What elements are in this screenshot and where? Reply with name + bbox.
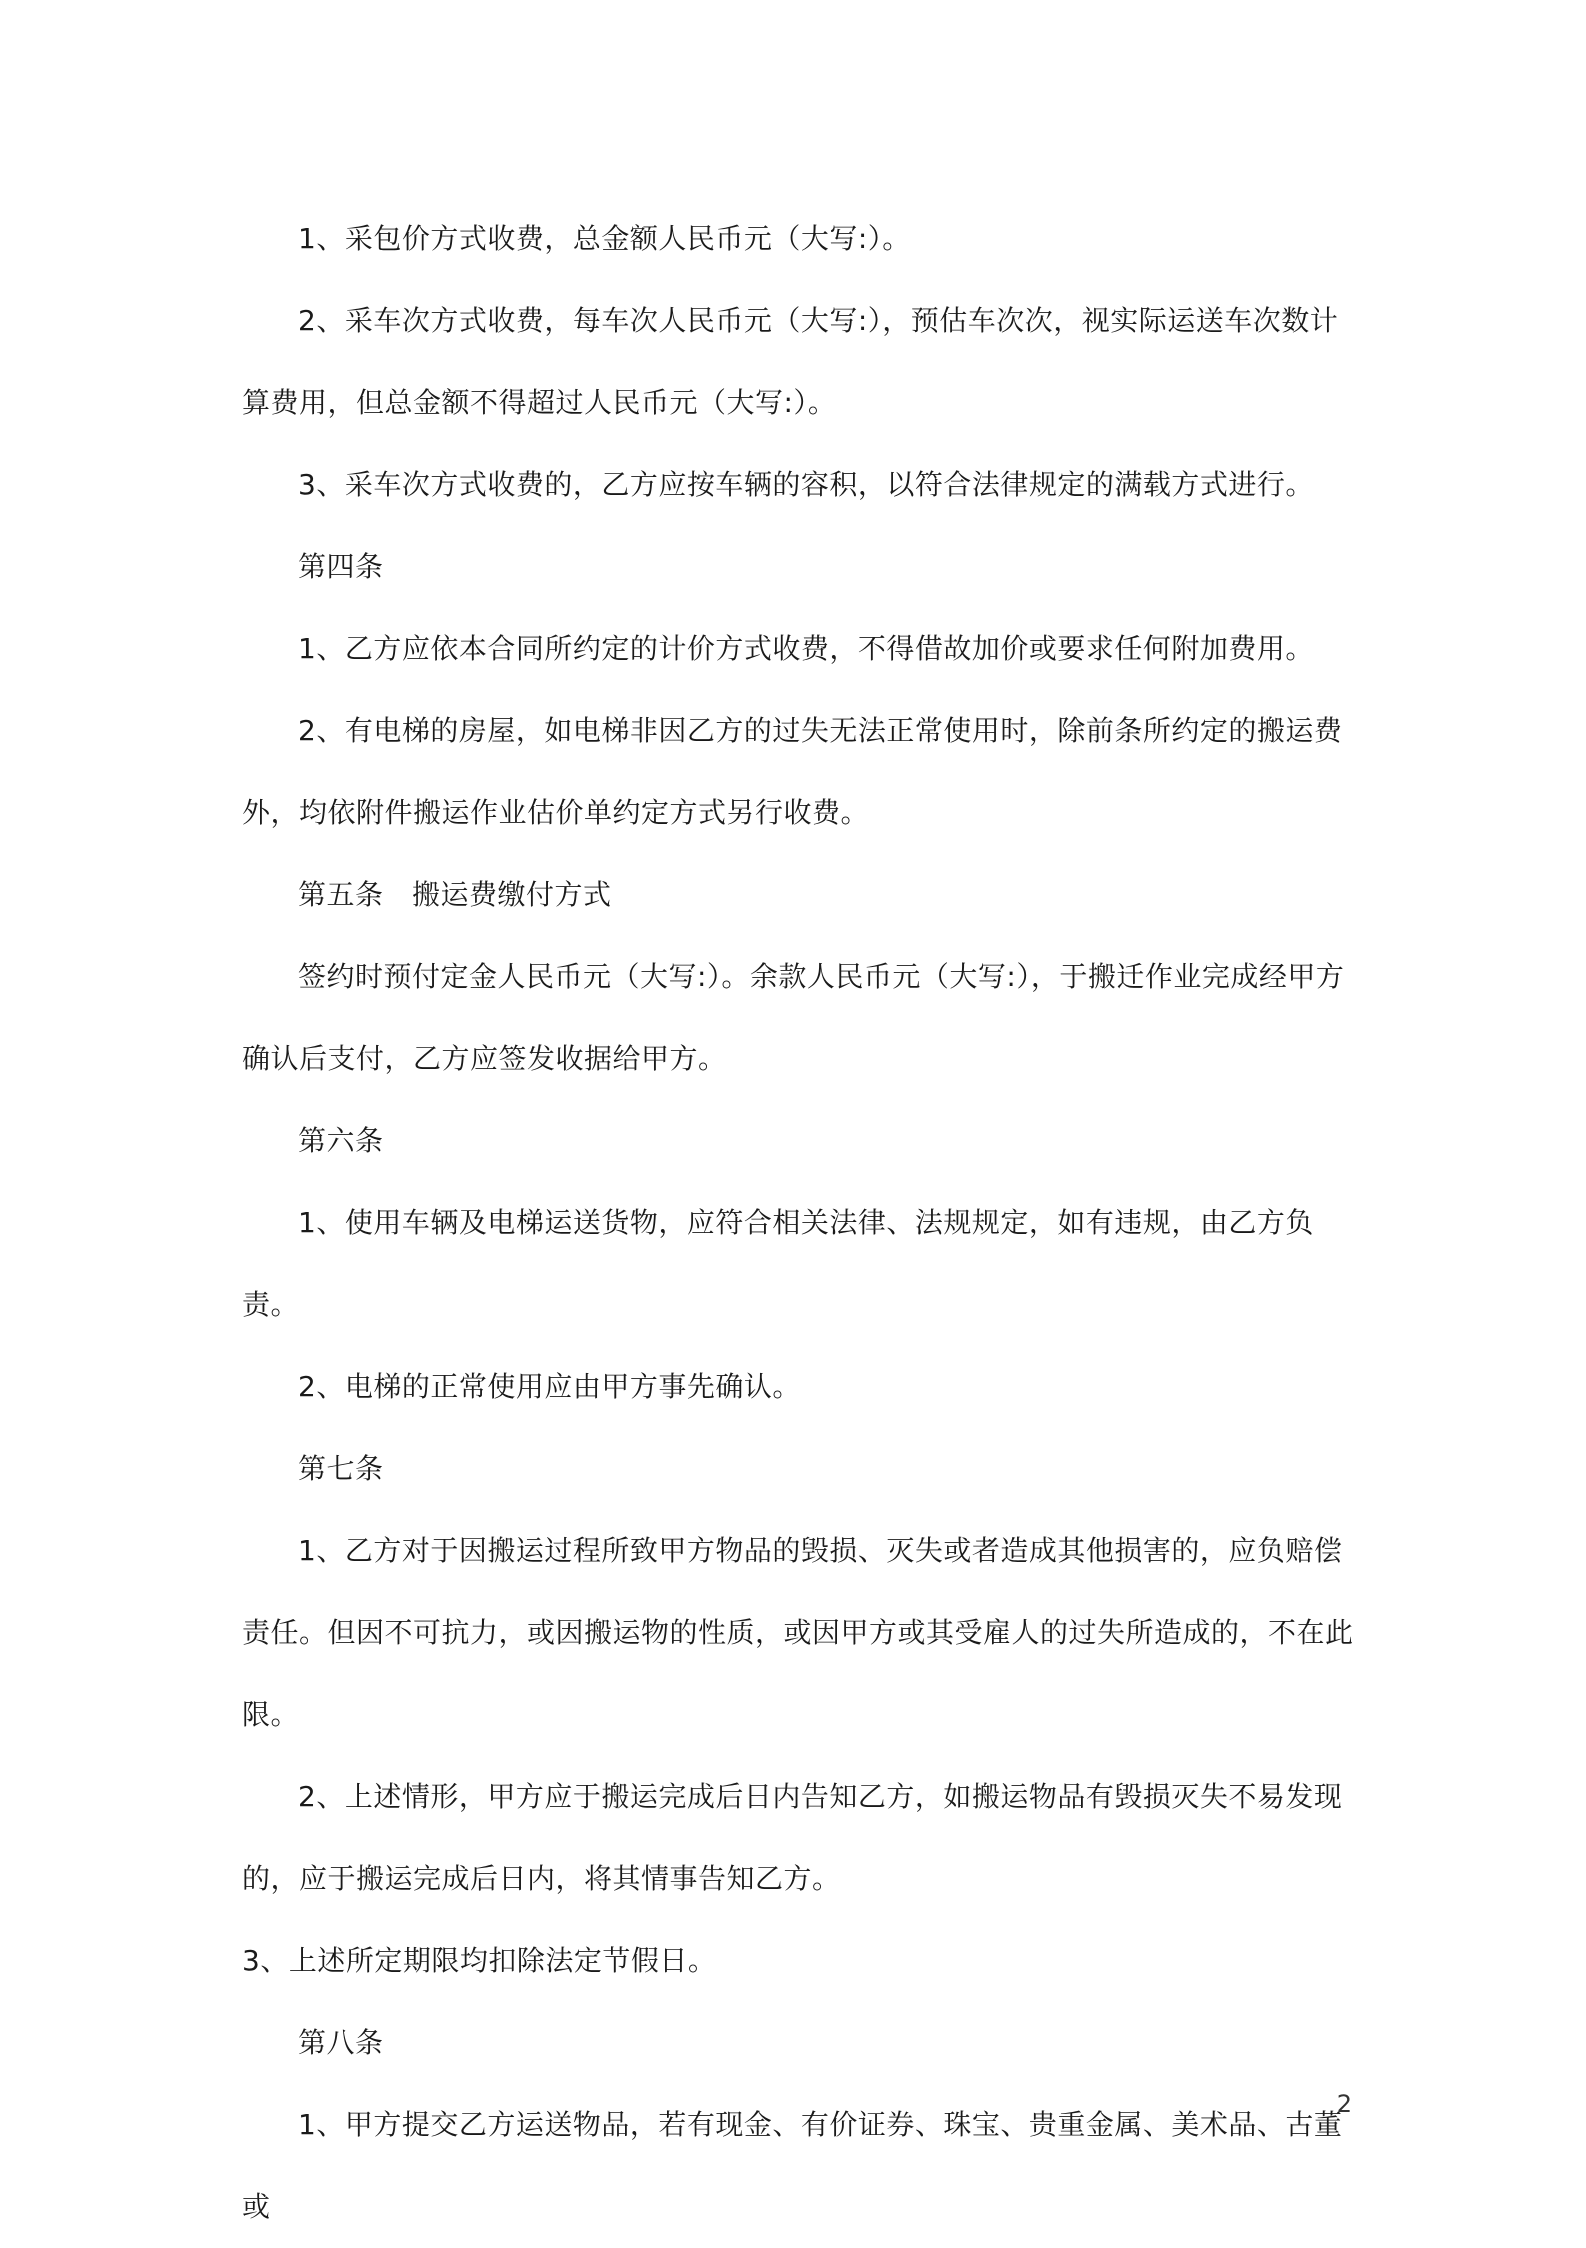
paragraph-6: 签约时预付定金人民币元（大写:）。余款人民币元（大写:），于搬迁作业完成经甲方确认后支付，乙方应签发收据给甲方。 — [242, 960, 1345, 1075]
paragraph-3: 3、采车次方式收费的，乙方应按车辆的容积，以符合法律规定的满载方式进行。 — [298, 468, 1314, 501]
article-5-heading: 第五条 搬运费缴付方式 — [298, 878, 612, 911]
article-7-heading: 第七条 — [298, 1452, 384, 1485]
paragraph-5: 2、有电梯的房屋，如电梯非因乙方的过失无法正常使用时，除前条所约定的搬运费外，均依附件搬运作业估价单约定方式另行收费。 — [242, 714, 1343, 829]
article-4-heading: 第四条 — [298, 550, 384, 583]
article-8-heading: 第八条 — [298, 2026, 384, 2059]
paragraph-7: 1、使用车辆及电梯运送货物，应符合相关法律、法规规定，如有违规，由乙方负责。 — [242, 1206, 1314, 1321]
paragraph-11: 3、上述所定期限均扣除法定节假日。 — [242, 1944, 717, 1977]
paragraph-9: 1、乙方对于因搬运过程所致甲方物品的毁损、灭失或者造成其他损害的，应负赔偿责任。但因不可抗力，或因搬运物的性质，或因甲方或其受雇人的过失所造成的，不在此限。 — [242, 1534, 1354, 1731]
article-6-heading: 第六条 — [298, 1124, 384, 1157]
paragraph-12: 1、甲方提交乙方运送物品，若有现金、有价证券、珠宝、贵重金属、美术品、古董或 — [242, 2108, 1343, 2223]
paragraph-2: 2、采车次方式收费，每车次人民币元（大写:），预估车次次，视实际运送车次数计算费用，但总金额不得超过人民币元（大写:）。 — [242, 304, 1339, 419]
paragraph-1: 1、采包价方式收费，总金额人民币元（大写:）。 — [298, 222, 911, 255]
paragraph-8: 2、电梯的正常使用应由甲方事先确认。 — [298, 1370, 801, 1403]
paragraph-4: 1、乙方应依本合同所约定的计价方式收费，不得借故加价或要求任何附加费用。 — [298, 632, 1314, 665]
page-number: 2 — [1336, 2090, 1352, 2118]
document-body — [242, 198, 1354, 2248]
paragraph-10: 2、上述情形，甲方应于搬运完成后日内告知乙方，如搬运物品有毁损灭失不易发现的，应于搬运完成后日内，将其情事告知乙方。 — [242, 1780, 1343, 1895]
